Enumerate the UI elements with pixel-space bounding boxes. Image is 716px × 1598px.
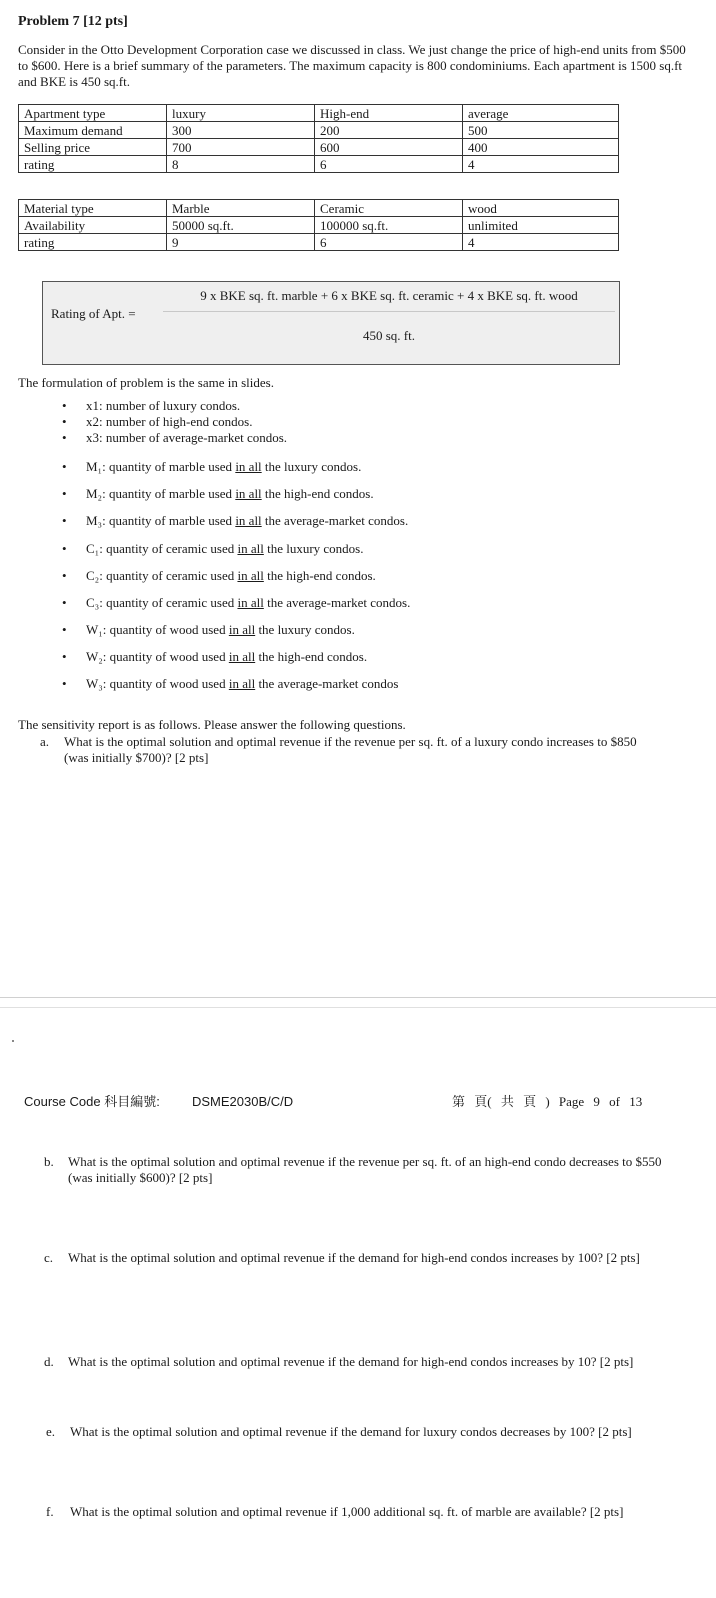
variable-text-end: the high-end condos. <box>255 649 368 664</box>
question-text: What is the optimal solution and optimal revenue if the revenue per sq. ft. of an high-end condo decreases to $550 (was initially $600)? [2 pts] <box>68 1154 662 1185</box>
variable-text-end: the average-market condos. <box>263 595 411 610</box>
variable-item <box>62 541 363 557</box>
bullet-icon: • <box>62 568 67 583</box>
bullet-icon: • <box>62 622 67 637</box>
variable-emphasis: in all <box>237 595 264 610</box>
variable-item <box>62 622 355 638</box>
variable-emphasis: in all <box>237 541 264 556</box>
variable-text: x3: number of average-market condos. <box>86 430 288 445</box>
apartment-table-cell: 300 <box>167 122 315 139</box>
bullet-icon: • <box>62 595 67 610</box>
apartment-table-cell: rating <box>19 156 167 173</box>
variable-text: x2: number of high-end condos. <box>86 414 253 429</box>
question-label: e. <box>46 1424 56 1439</box>
variable-emphasis: in all <box>235 486 262 501</box>
variable-emphasis: in all <box>228 649 256 664</box>
formula-label: Rating of Apt. = <box>51 306 136 321</box>
variable-text: x1: number of luxury condos. <box>86 398 241 413</box>
bullet-icon: • <box>62 541 67 556</box>
apartment-table-cell: average <box>463 105 619 122</box>
rating-formula-box <box>42 281 620 365</box>
variable-item <box>62 649 367 665</box>
question-text: What is the optimal solution and optimal revenue if the demand for high-end condos increases by 100? [2 pts] <box>68 1250 640 1265</box>
material-table-cell: wood <box>463 200 619 217</box>
variable-text: M₁: quantity of marble used <box>86 459 236 474</box>
variable-emphasis: in all <box>228 676 256 691</box>
problem-intro: Consider in the Otto Development Corporation case we discussed in class. We just change the price of high-end units from $500 to $600. Here is a brief summary of the parameters. The maximum capacity is 800 condominiums. Each apartment is 1500 sq.ft and BKE is 450 sq.ft. <box>18 42 686 89</box>
variable-item <box>62 430 287 446</box>
material-table <box>18 199 619 251</box>
apartment-table-cell: 400 <box>463 139 619 156</box>
apartment-table-cell: 600 <box>315 139 463 156</box>
bullet-icon: • <box>62 398 67 413</box>
question-label: d. <box>44 1354 54 1369</box>
course-code: DSME2030B/C/D <box>192 1094 294 1109</box>
bullet-icon: • <box>62 414 67 429</box>
variable-item <box>62 398 240 414</box>
variable-text: W₃: quantity of wood used <box>86 676 229 691</box>
bullet-icon: • <box>62 649 67 664</box>
question-text: What is the optimal solution and optimal revenue if the demand for high-end condos increases by 10? [2 pts] <box>68 1354 634 1369</box>
page-divider <box>0 997 716 998</box>
material-table-row <box>19 234 619 251</box>
variable-text-end: the luxury condos. <box>263 541 364 556</box>
formula-fraction-line <box>163 311 615 312</box>
formula-denominator: 450 sq. ft. <box>363 328 415 343</box>
apartment-table-cell: Maximum demand <box>19 122 167 139</box>
variable-item <box>62 513 408 529</box>
question-text: What is the optimal solution and optimal revenue if the demand for luxury condos decreases by 100? [2 pts] <box>70 1424 632 1439</box>
variable-emphasis: in all <box>235 459 262 474</box>
apartment-table-row <box>19 122 619 139</box>
variable-text-end: the high-end condos. <box>263 568 376 583</box>
question-text: What is the optimal solution and optimal revenue if the revenue per sq. ft. of a luxury condo increases to $850 (was initially $700)? [2 pts] <box>64 734 637 765</box>
variable-emphasis: in all <box>237 568 264 583</box>
page-number: 第 頁( 共 頁 ) Page 9 of 13 <box>452 1094 643 1109</box>
apartment-table-cell: luxury <box>167 105 315 122</box>
material-table-cell: rating <box>19 234 167 251</box>
question-label: a. <box>40 734 50 749</box>
apartment-table-cell: 8 <box>167 156 315 173</box>
material-table-cell: Marble <box>167 200 315 217</box>
variable-text: M₂: quantity of marble used <box>86 486 236 501</box>
apartment-table-cell: 4 <box>463 156 619 173</box>
material-table-cell: Availability <box>19 217 167 234</box>
variable-text-end: the luxury condos. <box>255 622 355 637</box>
material-table-cell: 50000 sq.ft. <box>167 217 315 234</box>
variable-text: C₃: quantity of ceramic used <box>86 595 238 610</box>
apartment-table-row <box>19 139 619 156</box>
variable-item <box>62 595 410 611</box>
question-text: What is the optimal solution and optimal revenue if 1,000 additional sq. ft. of marble are available? [2 pts] <box>70 1504 624 1519</box>
apartment-table-cell: Selling price <box>19 139 167 156</box>
question-label: c. <box>44 1250 54 1265</box>
variable-text: C₁: quantity of ceramic used <box>86 541 238 556</box>
variable-emphasis: in all <box>228 622 256 637</box>
apartment-table-cell: 6 <box>315 156 463 173</box>
material-table-cell: 4 <box>463 234 619 251</box>
variable-item <box>62 459 361 475</box>
variable-text: W₁: quantity of wood used <box>86 622 229 637</box>
apartment-table-cell: Apartment type <box>19 105 167 122</box>
material-table-cell: 9 <box>167 234 315 251</box>
sensitivity-text: The sensitivity report is as follows. Please answer the following questions. <box>18 717 406 732</box>
page-divider-secondary <box>0 1007 716 1008</box>
scan-speck <box>12 1040 14 1042</box>
material-table-row <box>19 217 619 234</box>
variable-text: C₂: quantity of ceramic used <box>86 568 238 583</box>
formulation-text: The formulation of problem is the same in slides. <box>18 375 274 390</box>
apartment-table-cell: High-end <box>315 105 463 122</box>
variable-item <box>62 676 398 692</box>
bullet-icon: • <box>62 459 67 474</box>
variable-text-end: the average-market condos. <box>261 513 409 528</box>
material-table-cell: 6 <box>315 234 463 251</box>
apartment-table <box>18 104 619 173</box>
variable-item <box>62 486 374 502</box>
material-table-cell: unlimited <box>463 217 619 234</box>
variable-item <box>62 568 376 584</box>
formula-numerator: 9 x BKE sq. ft. marble + 6 x BKE sq. ft. ceramic + 4 x BKE sq. ft. wood <box>200 288 578 303</box>
variable-emphasis: in all <box>235 513 262 528</box>
bullet-icon: • <box>62 513 67 528</box>
question-label: f. <box>46 1504 54 1519</box>
material-table-cell: 100000 sq.ft. <box>315 217 463 234</box>
problem-title: Problem 7 [12 pts] <box>18 14 128 29</box>
material-table-cell: Ceramic <box>315 200 463 217</box>
variable-text-end: the luxury condos. <box>261 459 362 474</box>
variable-text-end: the high-end condos. <box>261 486 374 501</box>
apartment-table-row <box>19 105 619 122</box>
bullet-icon: • <box>62 430 67 445</box>
material-table-row <box>19 200 619 217</box>
variable-text-end: the average-market condos <box>255 676 399 691</box>
apartment-table-cell: 500 <box>463 122 619 139</box>
variable-text: M₃: quantity of marble used <box>86 513 236 528</box>
bullet-icon: • <box>62 676 67 691</box>
apartment-table-cell: 700 <box>167 139 315 156</box>
variable-item <box>62 414 252 430</box>
question-label: b. <box>44 1154 54 1169</box>
variable-text: W₂: quantity of wood used <box>86 649 229 664</box>
apartment-table-row <box>19 156 619 173</box>
bullet-icon: • <box>62 486 67 501</box>
apartment-table-cell: 200 <box>315 122 463 139</box>
material-table-cell: Material type <box>19 200 167 217</box>
course-code-label: Course Code 科目編號: <box>24 1094 160 1109</box>
